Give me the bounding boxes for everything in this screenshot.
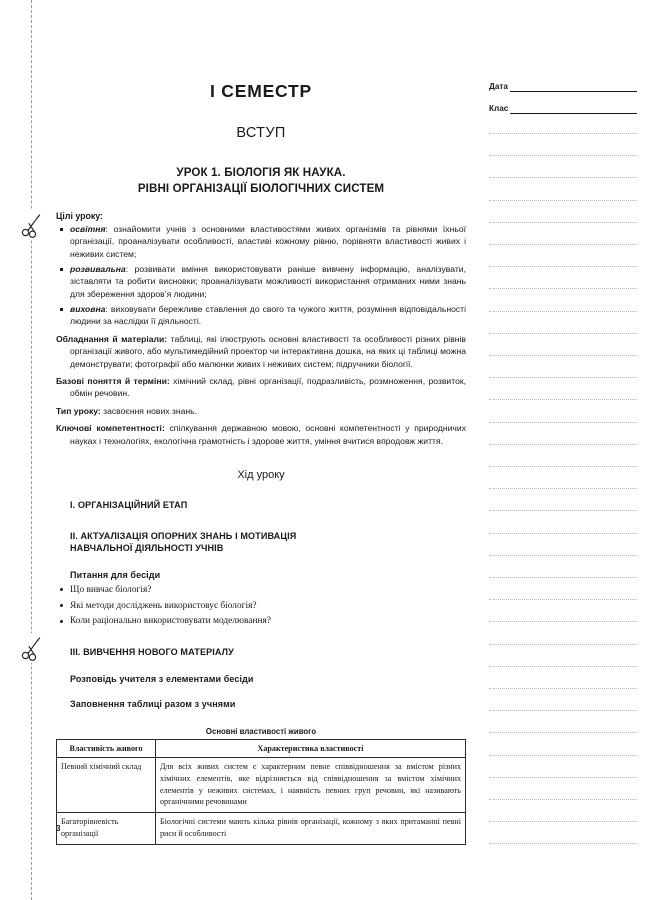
table-header-cell-property: Властивість живого <box>57 739 156 758</box>
note-write-line[interactable] <box>489 755 637 756</box>
note-write-line[interactable] <box>489 821 637 822</box>
goal-text: розвивати вміння використовувати раніше вивчену інформацію, аналізувати, зіставляти та робити висновки; проаналізувати можливості використання отриманих ними знань для збереження здоров’я людини; <box>70 263 466 299</box>
subheading-fill-table: Заповнення таблиці разом з учнями <box>70 698 236 709</box>
note-write-line[interactable] <box>489 377 637 378</box>
note-write-line[interactable] <box>489 466 637 467</box>
table-cell-property: Певний хімічний склад <box>57 758 156 813</box>
stage-heading-organizational: I. ОРГАНІЗАЦІЙНИЙ ЕТАП <box>70 500 188 511</box>
talk-questions-list <box>56 584 466 628</box>
goals-heading: Цілі уроку: <box>56 210 103 221</box>
note-write-line[interactable] <box>489 355 637 356</box>
note-write-line[interactable] <box>489 177 637 178</box>
note-write-line[interactable] <box>489 200 637 201</box>
table-cell-description: Для всіх живих систем є характерним певне співвідношення за вмістом різних хімічних елементів, яке відрізняється від співвідношення за вмістом хімічних елементів у неживих системах, і наявність певних груп речовин, які називають органічними речовинами <box>156 758 466 813</box>
list-item: Що вивчає біологія? <box>56 584 466 597</box>
lesson-title <box>56 165 466 196</box>
goal-text: виховувати бережливе ставлення до свого та чужого життя, розуміння відповідальності людини за наслідки її діяльності. <box>70 303 466 327</box>
scissors-icon <box>20 635 44 663</box>
note-write-line[interactable] <box>489 621 637 622</box>
terms-paragraph <box>56 375 466 400</box>
class-field[interactable] <box>489 100 637 114</box>
table-header-row <box>57 739 466 758</box>
note-write-line[interactable] <box>489 843 637 844</box>
lesson-type-label: Тип уроку: <box>56 405 101 416</box>
talk-questions-heading: Питання для бесіди <box>70 569 161 580</box>
note-write-line[interactable] <box>489 444 637 445</box>
terms-label: Базові поняття й терміни: <box>56 376 170 387</box>
competencies-text: спілкування державною мовою, основні компетентності у природничих науках і технологіях, екологічна грамотність і здорове життя, уміння вчитися впродовж життя. <box>70 423 466 446</box>
note-write-line[interactable] <box>489 732 637 733</box>
goal-label: освітня <box>70 224 106 235</box>
note-write-line[interactable] <box>489 488 637 489</box>
note-write-line[interactable] <box>489 666 637 667</box>
date-field[interactable] <box>489 78 637 92</box>
page-title-semester: I СЕМЕСТР <box>209 81 313 101</box>
note-write-line[interactable] <box>489 399 637 400</box>
list-item: Які методи досліджень використовує біологія? <box>56 600 466 613</box>
note-write-line[interactable] <box>489 311 637 312</box>
lesson-title-line2: РІВНІ ОРГАНІЗАЦІЇ БІОЛОГІЧНИХ СИСТЕМ <box>137 181 385 195</box>
note-write-line[interactable] <box>489 155 637 156</box>
note-write-line[interactable] <box>489 777 637 778</box>
stage2-line2: НАВЧАЛЬНОЇ ДІЯЛЬНОСТІ УЧНІВ <box>70 543 224 554</box>
lesson-title-line1: УРОК 1. БІОЛОГІЯ ЯК НАУКА. <box>176 166 346 180</box>
note-write-line[interactable] <box>489 555 637 556</box>
goal-label: розвивальна <box>70 263 126 274</box>
perforation-dashed-line <box>31 0 32 900</box>
goals-list-item <box>56 263 466 300</box>
lesson-type-paragraph <box>56 405 466 417</box>
note-write-line[interactable] <box>489 644 637 645</box>
note-write-line[interactable] <box>489 510 637 511</box>
goals-list <box>56 223 466 328</box>
goal-separator: : <box>105 224 108 235</box>
table-row <box>57 813 466 844</box>
list-item: Коли раціонально використовувати моделювання? <box>56 615 466 628</box>
note-write-line[interactable] <box>489 710 637 711</box>
goals-list-item <box>56 303 466 328</box>
goal-separator: : <box>105 303 108 314</box>
stage-heading-actualization <box>56 530 466 555</box>
date-write-rule[interactable] <box>510 91 637 92</box>
margin-notes-column <box>489 0 639 900</box>
properties-table <box>56 739 466 845</box>
section-title-intro: ВСТУП <box>236 125 286 142</box>
class-label: Клас <box>489 103 509 113</box>
goals-list-item <box>56 223 466 260</box>
date-label: Дата <box>489 81 508 91</box>
equipment-text: таблиці, які ілюструють основні властивості та особливості різних рівнів організації живого, або мультимедійний проектор чи інтерактивна дошка, на яких ці таблиці можна демонструвати; фотографії або малюнки живих і неживих систем; підручники біології. <box>70 333 466 369</box>
scissors-icon <box>20 212 44 240</box>
note-write-line[interactable] <box>489 533 637 534</box>
equipment-label: Обладнання й матеріали: <box>56 333 168 344</box>
note-write-line[interactable] <box>489 599 637 600</box>
note-write-line[interactable] <box>489 244 637 245</box>
terms-text: хімічний склад, рівні організації, подразливість, розмноження, розвиток, обмін речовин. <box>70 376 466 399</box>
lesson-content <box>56 0 466 900</box>
table-row <box>57 758 466 813</box>
table-cell-description: Біологічні системи мають кілька рівнів організації, кожному з яких притаманні певні риси й особливості <box>156 813 466 844</box>
subheading-teacher-story: Розповідь учителя з елементами бесіди <box>70 673 254 684</box>
note-write-line[interactable] <box>489 577 637 578</box>
note-write-line[interactable] <box>489 222 637 223</box>
table-caption: Основні властивості живого <box>205 726 317 736</box>
note-write-line[interactable] <box>489 266 637 267</box>
stage-heading-new-material: III. ВИВЧЕННЯ НОВОГО МАТЕРІАЛУ <box>70 646 234 657</box>
table-cell-property: Багаторівневість організації <box>57 813 156 844</box>
competencies-paragraph <box>56 422 466 447</box>
goal-label: виховна <box>70 303 106 314</box>
table-header-cell-description: Характеристика властивості <box>156 739 466 758</box>
note-write-line[interactable] <box>489 333 637 334</box>
note-write-line[interactable] <box>489 799 637 800</box>
note-write-line[interactable] <box>489 133 637 134</box>
page-number: 3 <box>56 824 61 833</box>
class-write-rule[interactable] <box>510 113 637 114</box>
goal-separator: : <box>125 263 129 274</box>
note-write-line[interactable] <box>489 288 637 289</box>
competencies-label: Ключові компетентності: <box>56 423 165 434</box>
lesson-type-text: засвоєння нових знань. <box>100 405 198 416</box>
lesson-flow-heading: Хід уроку <box>237 469 285 482</box>
goal-text: ознайомити учнів з основними властивостями живих організмів та рівнями їхньої організації, проаналізувати особливості, властиві кожному рівню, порівняти властивості живих і неживих систем; <box>70 224 466 259</box>
equipment-paragraph <box>56 333 466 370</box>
note-write-line[interactable] <box>489 688 637 689</box>
note-write-line[interactable] <box>489 422 637 423</box>
stage2-line1: II. АКТУАЛІЗАЦІЯ ОПОРНИХ ЗНАНЬ І МОТИВАЦІЯ <box>70 530 297 541</box>
